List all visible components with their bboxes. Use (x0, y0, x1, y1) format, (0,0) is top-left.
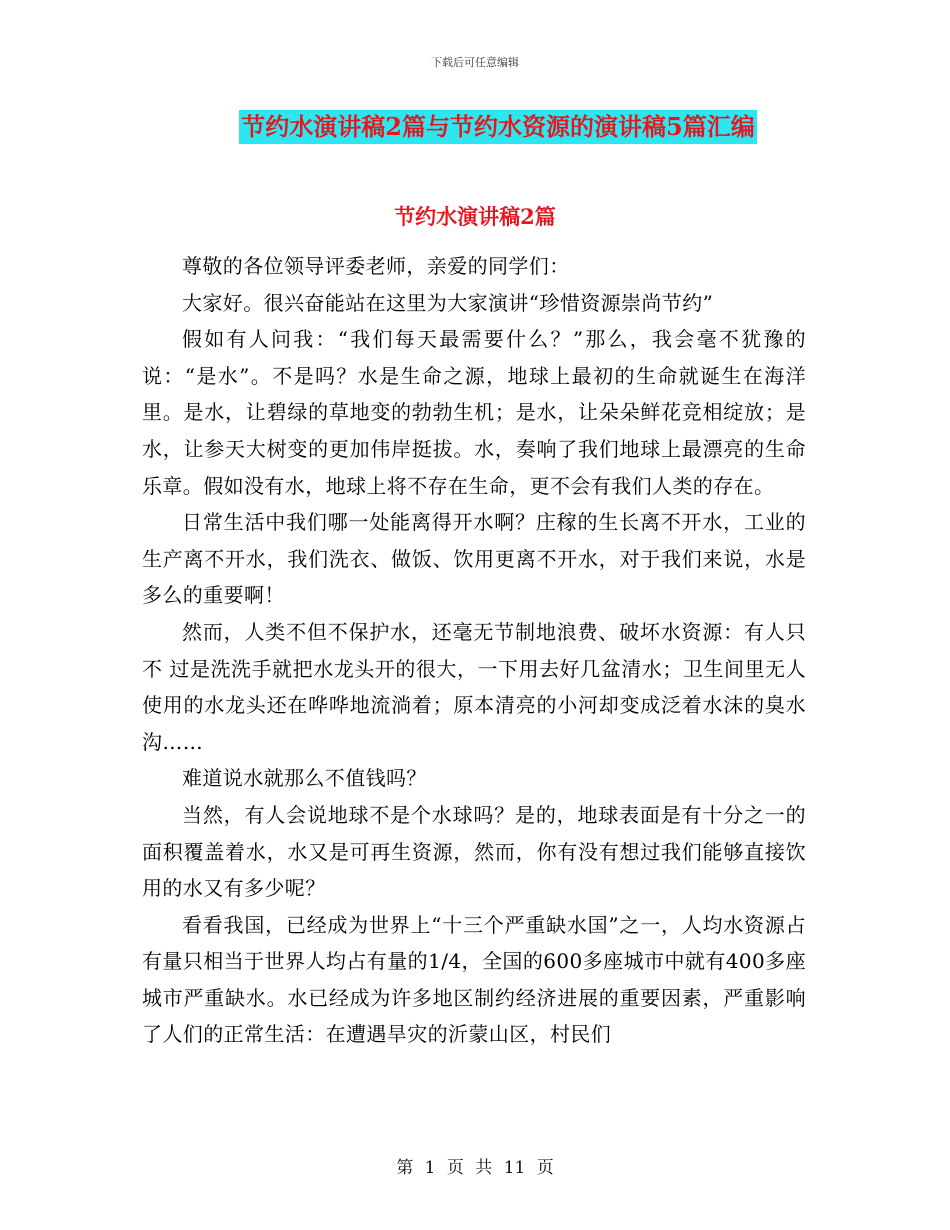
paragraph: 然而，人类不但不保护水，还毫无节制地浪费、破坏水资源：有人只不 过是洗洗手就把水龙头开的很大，一下用去好几盆清水；卫生间里无人使用的水龙头还在哗哗地流淌着；原本清亮的小河却变成泛着水沫的臭水沟…… (142, 619, 806, 754)
main-title: 节约水演讲稿2篇与节约水资源的演讲稿5篇汇编 (239, 110, 756, 144)
paragraph: 日常生活中我们哪一处能离得开水啊？庄稼的生长离不开水，工业的生产离不开水，我们洗衣、做饭、饮用更离不开水，对于我们来说，水是多么的重要啊！ (142, 510, 806, 608)
paragraph: 尊敬的各位领导评委老师，亲爱的同学们： (182, 254, 570, 278)
paragraph: 看看我国，已经成为世界上“十三个严重缺水国”之一，人均水资源占有量只相当于世界人均占有量的1/4，全国的600多座城市中就有400多座城市严重缺水。水已经成为许多地区制约经济进展的重要因素，严重影响了人们的正常生活：在遭遇旱灾的沂蒙山区，村民们 (142, 912, 806, 1047)
section-title: 节约水演讲稿2篇 (394, 204, 556, 229)
page-number-footer: 第 1 页 共 11 页 (396, 1158, 554, 1178)
paragraph: 假如有人问我：“我们每天最需要什么？”那么，我会毫不犹豫的说：“是水”。不是吗？水是生命之源，地球上最初的生命就诞生在海洋里。是水，让碧绿的草地变的勃勃生机；是水，让朵朵鲜花竞相绽放；是水，让参天大树变的更加伟岸挺拔。水，奏响了我们地球上最漂亮的生命乐章。假如没有水，地球上将不存在生命，更不会有我们人类的存在。 (142, 327, 806, 498)
body-text (142, 248, 806, 1053)
header-note: 下载后可任意编辑 (431, 56, 519, 69)
paragraph: 难道说水就那么不值钱吗？ (182, 766, 427, 791)
main-title-container (0, 110, 950, 144)
paragraph: 当然，有人会说地球不是个水球吗？是的，地球表面是有十分之一的面积覆盖着水，水又是可再生资源，然而，你有没有想过我们能够直接饮用的水又有多少呢？ (142, 802, 806, 901)
paragraph: 大家好。很兴奋能站在这里为大家演讲“珍惜资源崇尚节约” (182, 290, 714, 315)
